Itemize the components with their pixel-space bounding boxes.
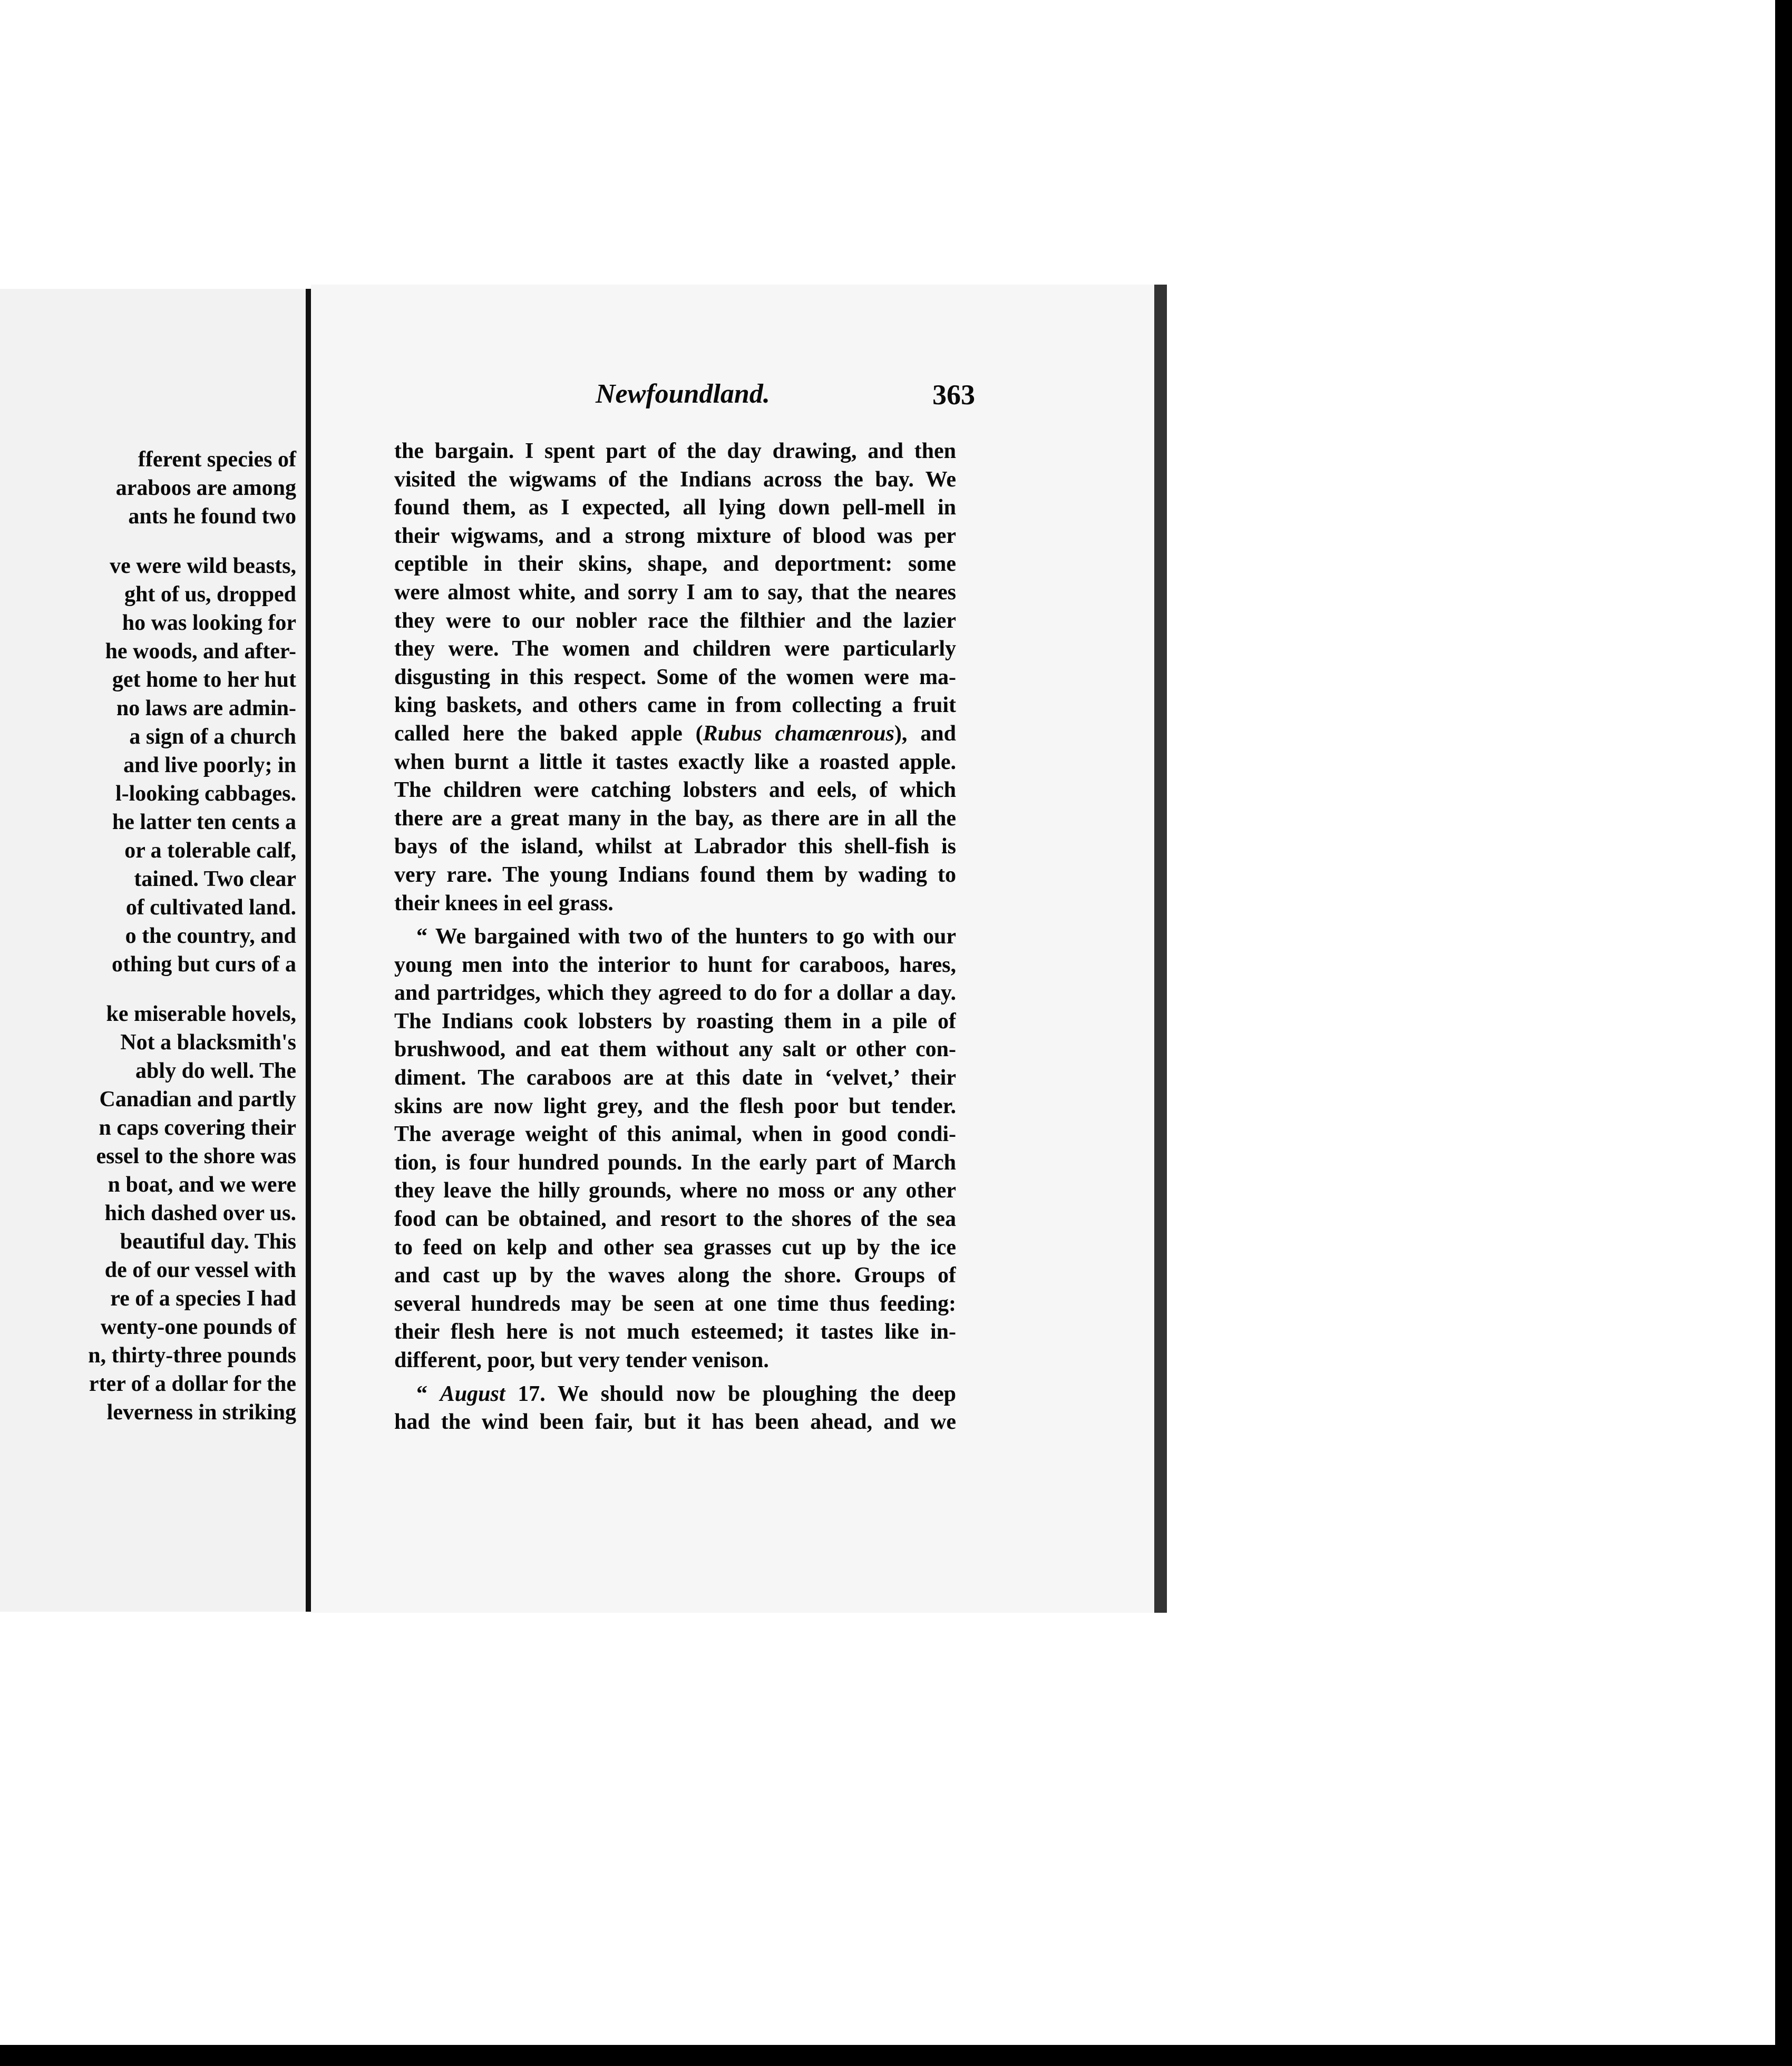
left-page-line: or a tolerable calf, [124, 839, 296, 863]
text-line: when burnt a little it tastes exactly like a roasted apple. [394, 749, 956, 774]
left-page-line: leverness in striking [106, 1400, 296, 1425]
left-page-line: de of our vessel with [104, 1258, 296, 1282]
left-page-line: he latter ten cents a [112, 810, 296, 834]
text-line: “ We bargained with two of the hunters to go with our [416, 924, 956, 949]
text-line: young men into the interior to hunt for caraboos, hares, [394, 952, 956, 977]
body-text [394, 437, 956, 1437]
text-line: “ August 17. We should now be ploughing the deep [416, 1381, 956, 1406]
left-page-line: othing but curs of a [111, 952, 296, 977]
text-line: they were. The women and children were particularly [394, 637, 956, 661]
paragraph-1 [394, 437, 956, 918]
left-page-line: of cultivated land. [125, 895, 296, 920]
left-page-line: and live poorly; in [123, 753, 296, 777]
text-line: very rare. The young Indians found them by wading to [394, 862, 956, 887]
left-page-line: wenty-one pounds of [100, 1315, 296, 1339]
left-page-line: fferent species of [138, 447, 296, 472]
text-line: their wigwams, and a strong mixture of blood was per [394, 523, 956, 548]
text-line: visited the wigwams of the Indians across the bay. We [394, 467, 956, 492]
left-page-line: re of a species I had [110, 1287, 296, 1311]
left-page-line: ve were wild beasts, [110, 554, 296, 578]
text-line: disgusting in this respect. Some of the women were ma- [394, 665, 956, 689]
text-line: they leave the hilly grounds, where no moss or any other [394, 1178, 956, 1203]
text-line: The Indians cook lobsters by roasting them in a pile of [394, 1009, 956, 1034]
text-line: were almost white, and sorry I am to say, that the neares [394, 580, 956, 605]
text-line: called here the baked apple (Rubus chamænrous), and [394, 721, 956, 746]
left-page-line: ants he found two [128, 504, 296, 529]
text-line: had the wind been fair, but it has been ahead, and we [394, 1410, 956, 1435]
left-page-line: Not a blacksmith's [120, 1030, 296, 1055]
left-page-line: tained. Two clear [134, 867, 296, 891]
left-page-line: beautiful day. This [120, 1230, 296, 1254]
text-line: several hundreds may be seen at one time thus feeding: [394, 1291, 956, 1316]
text-line: their flesh here is not much esteemed; it tastes like in- [394, 1320, 956, 1344]
left-page-line: he woods, and after- [105, 639, 296, 664]
text-line: their knees in eel grass. [394, 891, 613, 915]
page-number: 363 [932, 379, 975, 411]
text-line: to feed on kelp and other sea grasses cut up by the ice [394, 1235, 956, 1260]
left-page-line: ho was looking for [122, 611, 296, 635]
text-line: The children were catching lobsters and eels, of which [394, 778, 956, 803]
text-line: found them, as I expected, all lying down pell-mell in [394, 495, 956, 520]
text-line: brushwood, and eat them without any salt or other con- [394, 1037, 956, 1062]
paragraph-2 [394, 923, 956, 1375]
scan-border-bottom [0, 2045, 1792, 2066]
left-page-line: ght of us, dropped [124, 582, 296, 607]
text-line: there are a great many in the bay, as there are in all the [394, 806, 956, 831]
running-title: Newfoundland. [596, 379, 770, 409]
left-page-line: o the country, and [125, 924, 296, 948]
left-page-line: rter of a dollar for the [89, 1372, 296, 1396]
left-page-line: essel to the shore was [96, 1144, 296, 1168]
text-line: skins are now light grey, and the flesh poor but tender. [394, 1094, 956, 1118]
left-page-line: l-looking cabbages. [115, 782, 296, 806]
text-line: king baskets, and others came in from collecting a fruit [394, 693, 956, 718]
text-line: tion, is four hundred pounds. In the early part of March [394, 1150, 956, 1175]
text-line: food can be obtained, and resort to the shores of the sea [394, 1207, 956, 1232]
text-line: the bargain. I spent part of the day drawing, and then [394, 439, 956, 463]
text-line: and partridges, which they agreed to do for a dollar a day. [394, 981, 956, 1006]
text-line: they were to our nobler race the filthier and the lazier [394, 608, 956, 633]
scan-border-right [1775, 0, 1792, 2066]
left-page-line: ably do well. The [135, 1059, 296, 1083]
text-line: diment. The caraboos are at this date in ‘velvet,’ their [394, 1066, 956, 1090]
left-page-line: n, thirty-three pounds [88, 1343, 296, 1368]
text-line: bays of the island, whilst at Labrador this shell-fish is [394, 834, 956, 859]
left-page-line: n caps covering their [99, 1116, 296, 1140]
left-page-line: n boat, and we were [108, 1173, 296, 1197]
left-page [0, 289, 311, 1612]
left-page-line: ke miserable hovels, [106, 1002, 296, 1026]
left-page-line: hich dashed over us. [104, 1201, 296, 1225]
paragraph-3 [394, 1380, 956, 1437]
text-line: different, poor, but very tender venison. [394, 1348, 769, 1372]
left-page-line: a sign of a church [129, 725, 296, 749]
left-page-line: get home to her hut [112, 668, 296, 692]
text-line: ceptible in their skins, shape, and deportment: some [394, 552, 956, 577]
text-line: and cast up by the waves along the shore. Groups of [394, 1263, 956, 1288]
left-page-line: no laws are admin- [116, 696, 296, 720]
page-header [596, 378, 975, 415]
left-page-line: Canadian and partly [99, 1087, 296, 1112]
left-page-line: araboos are among [115, 476, 296, 500]
text-line: The average weight of this animal, when in good condi- [394, 1122, 956, 1147]
